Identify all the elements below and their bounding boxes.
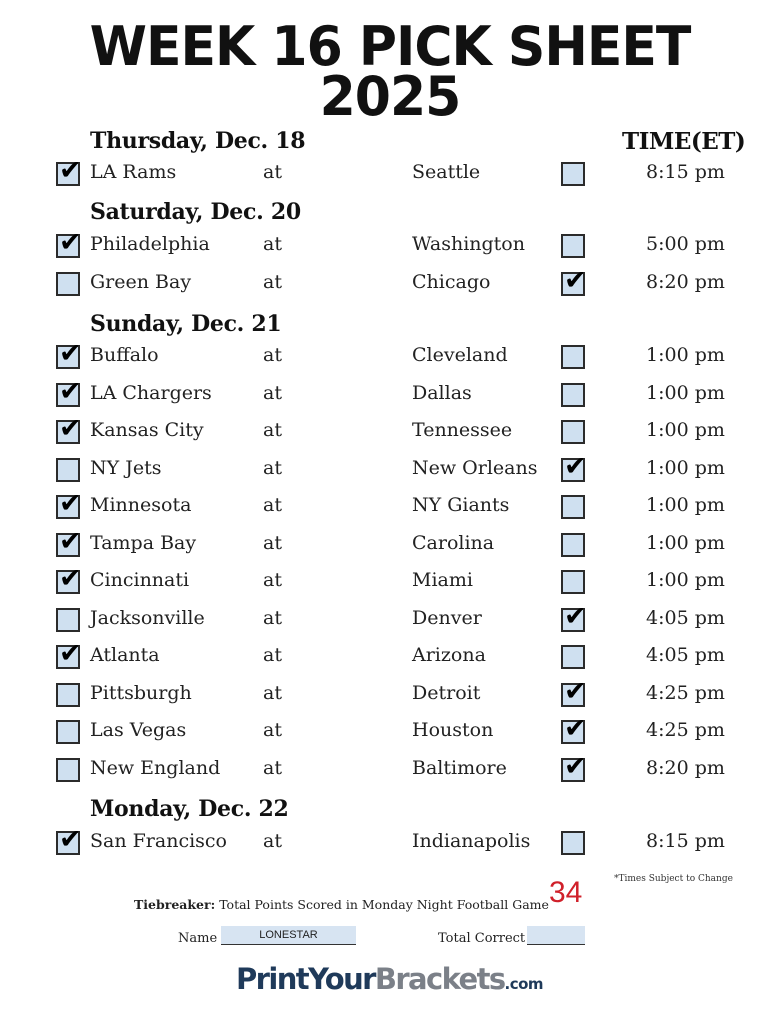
away-pick-checkbox[interactable] — [56, 683, 80, 707]
game-row — [0, 753, 780, 787]
at-label: at — [263, 419, 282, 441]
name-label: Name — [178, 931, 218, 946]
game-row — [0, 340, 780, 374]
home-team: NY Giants — [412, 494, 510, 516]
day-header: Saturday, Dec. 20 — [90, 199, 301, 225]
checkmark-icon: ✔ — [59, 563, 82, 594]
checkmark-icon: ✔ — [564, 451, 587, 482]
game-row — [0, 490, 780, 524]
name-field[interactable]: LONESTAR — [221, 926, 356, 945]
away-team: Green Bay — [90, 271, 192, 293]
home-pick-checkbox[interactable] — [561, 345, 585, 369]
tiebreaker — [134, 897, 549, 912]
game-time: 4:05 pm — [646, 644, 725, 666]
checkmark-icon: ✔ — [59, 227, 82, 258]
at-label: at — [263, 830, 282, 852]
time-column-header: TIME(ET) — [622, 128, 746, 155]
away-team: Cincinnati — [90, 569, 190, 591]
checkmark-icon: ✔ — [564, 265, 587, 296]
game-time: 1:00 pm — [646, 457, 725, 479]
away-team: NY Jets — [90, 457, 162, 479]
game-row — [0, 715, 780, 749]
away-team: Pittsburgh — [90, 682, 192, 704]
at-label: at — [263, 494, 282, 516]
at-label: at — [263, 382, 282, 404]
checkmark-icon: ✔ — [59, 376, 82, 407]
game-time: 8:20 pm — [646, 757, 725, 779]
away-pick-checkbox[interactable] — [56, 338, 82, 369]
day-header: Sunday, Dec. 21 — [90, 311, 282, 337]
page-title-line1: WEEK 16 PICK SHEET — [89, 15, 691, 79]
home-pick-checkbox[interactable] — [561, 234, 585, 258]
checkmark-icon: ✔ — [59, 338, 82, 369]
home-team: Washington — [412, 233, 525, 255]
away-team: LA Rams — [90, 161, 177, 183]
game-time: 1:00 pm — [646, 382, 725, 404]
away-pick-checkbox[interactable] — [56, 758, 80, 782]
home-pick-checkbox[interactable] — [561, 420, 585, 444]
game-row — [0, 415, 780, 449]
home-pick-checkbox[interactable] — [561, 751, 587, 782]
away-pick-checkbox[interactable] — [56, 638, 82, 669]
day-header: Thursday, Dec. 18 — [90, 128, 306, 154]
home-team: Baltimore — [412, 757, 507, 779]
game-row — [0, 603, 780, 637]
home-team: Arizona — [412, 644, 486, 666]
checkmark-icon: ✔ — [564, 751, 587, 782]
home-team: Houston — [412, 719, 494, 741]
game-row — [0, 565, 780, 599]
away-pick-checkbox[interactable] — [56, 488, 82, 519]
game-time: 1:00 pm — [646, 494, 725, 516]
home-pick-checkbox[interactable] — [561, 162, 585, 186]
game-time: 8:15 pm — [646, 161, 725, 183]
checkmark-icon: ✔ — [564, 713, 587, 744]
away-pick-checkbox[interactable] — [56, 824, 82, 855]
home-pick-checkbox[interactable] — [561, 265, 587, 296]
at-label: at — [263, 457, 282, 479]
home-pick-checkbox[interactable] — [561, 676, 587, 707]
home-team: Detroit — [412, 682, 481, 704]
checkmark-icon: ✔ — [59, 824, 82, 855]
home-team: Denver — [412, 607, 482, 629]
home-pick-checkbox[interactable] — [561, 451, 587, 482]
at-label: at — [263, 569, 282, 591]
away-pick-checkbox[interactable] — [56, 155, 82, 186]
at-label: at — [263, 271, 282, 293]
home-team: Seattle — [412, 161, 481, 183]
away-team: Las Vegas — [90, 719, 187, 741]
checkmark-icon: ✔ — [59, 526, 82, 557]
away-pick-checkbox[interactable] — [56, 458, 80, 482]
game-time: 4:05 pm — [646, 607, 725, 629]
game-time: 8:15 pm — [646, 830, 725, 852]
away-pick-checkbox[interactable] — [56, 227, 82, 258]
at-label: at — [263, 757, 282, 779]
checkmark-icon: ✔ — [59, 413, 82, 444]
at-label: at — [263, 607, 282, 629]
checkmark-icon: ✔ — [564, 676, 587, 707]
checkmark-icon: ✔ — [564, 601, 587, 632]
game-time: 8:20 pm — [646, 271, 725, 293]
checkmark-icon: ✔ — [59, 638, 82, 669]
checkmark-icon: ✔ — [59, 155, 82, 186]
tiebreaker-value[interactable]: 34 — [549, 876, 583, 909]
day-header: Monday, Dec. 22 — [90, 796, 289, 822]
home-team: Chicago — [412, 271, 491, 293]
away-pick-checkbox[interactable] — [56, 376, 82, 407]
at-label: at — [263, 344, 282, 366]
home-pick-checkbox[interactable] — [561, 601, 587, 632]
game-time: 4:25 pm — [646, 719, 725, 741]
game-time: 4:25 pm — [646, 682, 725, 704]
at-label: at — [263, 644, 282, 666]
home-team: New Orleans — [412, 457, 538, 479]
away-pick-checkbox[interactable] — [56, 526, 82, 557]
away-team: LA Chargers — [90, 382, 212, 404]
game-row — [0, 826, 780, 860]
game-row — [0, 229, 780, 263]
home-team: Miami — [412, 569, 473, 591]
home-team: Indianapolis — [412, 830, 531, 852]
home-team: Dallas — [412, 382, 472, 404]
game-row — [0, 528, 780, 562]
game-time: 1:00 pm — [646, 569, 725, 591]
home-team: Tennessee — [412, 419, 513, 441]
home-pick-checkbox[interactable] — [561, 645, 585, 669]
home-pick-checkbox[interactable] — [561, 383, 585, 407]
home-pick-checkbox[interactable] — [561, 570, 585, 594]
home-pick-checkbox[interactable] — [561, 495, 585, 519]
home-pick-checkbox[interactable] — [561, 831, 585, 855]
away-team: New England — [90, 757, 221, 779]
checkmark-icon: ✔ — [59, 488, 82, 519]
game-row — [0, 640, 780, 674]
away-team: San Francisco — [90, 830, 227, 852]
game-row — [0, 378, 780, 412]
at-label: at — [263, 161, 282, 183]
game-row — [0, 157, 780, 191]
at-label: at — [263, 682, 282, 704]
away-pick-checkbox[interactable] — [56, 608, 80, 632]
total-correct-label: Total Correct — [438, 931, 526, 946]
away-team: Philadelphia — [90, 233, 210, 255]
site-logo — [236, 962, 543, 996]
tiebreaker-text: Total Points Scored in Monday Night Football Game — [219, 897, 549, 912]
away-pick-checkbox[interactable] — [56, 720, 80, 744]
at-label: at — [263, 532, 282, 554]
away-pick-checkbox[interactable] — [56, 563, 82, 594]
logo-part-1: PrintYour — [236, 962, 375, 996]
game-time: 1:00 pm — [646, 419, 725, 441]
game-time: 5:00 pm — [646, 233, 725, 255]
tiebreaker-label: Tiebreaker: — [134, 897, 216, 912]
game-time: 1:00 pm — [646, 344, 725, 366]
away-team: Tampa Bay — [90, 532, 197, 554]
away-team: Buffalo — [90, 344, 159, 366]
times-note: *Times Subject to Change — [614, 874, 733, 884]
at-label: at — [263, 719, 282, 741]
away-team: Kansas City — [90, 419, 204, 441]
game-row — [0, 453, 780, 487]
home-pick-checkbox[interactable] — [561, 533, 585, 557]
game-row — [0, 678, 780, 712]
total-correct-field[interactable] — [527, 926, 585, 945]
home-team: Carolina — [412, 532, 495, 554]
game-time: 1:00 pm — [646, 532, 725, 554]
away-team: Jacksonville — [90, 607, 205, 629]
away-pick-checkbox[interactable] — [56, 413, 82, 444]
at-label: at — [263, 233, 282, 255]
page-title-line2: 2025 — [319, 65, 461, 129]
home-team: Cleveland — [412, 344, 508, 366]
game-row — [0, 267, 780, 301]
away-pick-checkbox[interactable] — [56, 272, 80, 296]
away-team: Atlanta — [90, 644, 160, 666]
logo-part-2: Brackets — [374, 962, 505, 996]
home-pick-checkbox[interactable] — [561, 713, 587, 744]
logo-part-3: .com — [504, 975, 544, 993]
away-team: Minnesota — [90, 494, 192, 516]
